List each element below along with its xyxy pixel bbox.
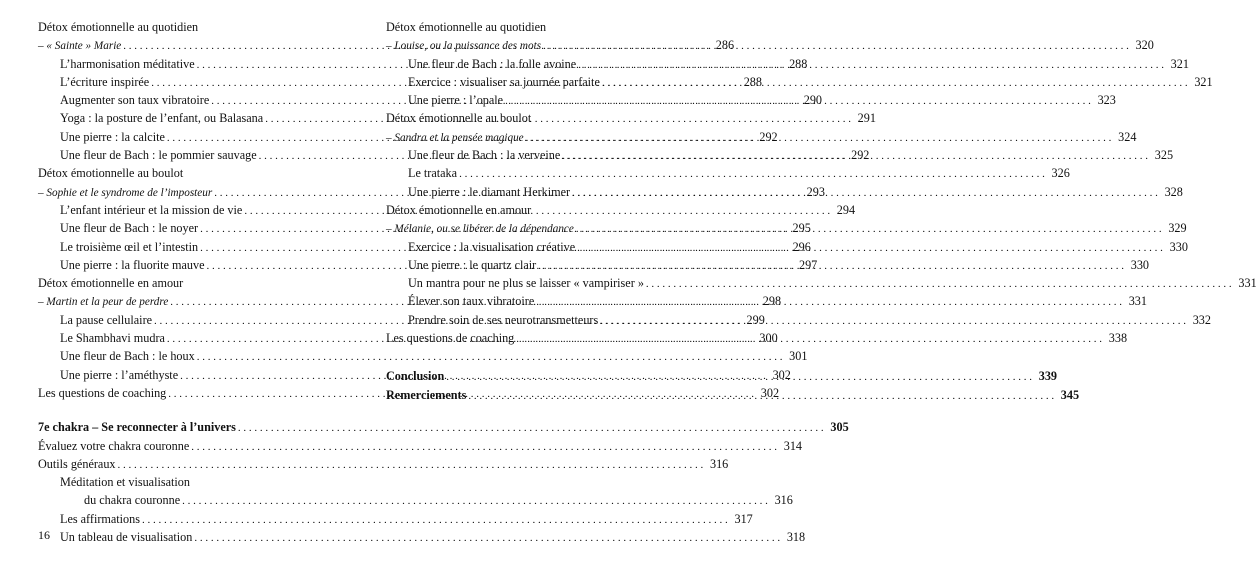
toc-entry-title: Détox émotionnelle au boulot xyxy=(386,111,532,126)
toc-entry-page: 330 xyxy=(1130,257,1149,272)
toc-entry-title: Méditation et visualisation xyxy=(60,475,190,490)
leader-dots xyxy=(182,492,768,510)
toc-entry-title: Conclusion xyxy=(386,369,445,384)
leader-dots xyxy=(576,220,1162,238)
leader-dots xyxy=(602,74,1188,92)
leader-dots xyxy=(191,438,777,456)
toc-entry-title: Détox émotionnelle en amour xyxy=(38,276,184,291)
toc-entry-page: 290 xyxy=(803,93,823,108)
toc-entry-title: Le Shambhavi mudra xyxy=(60,331,165,346)
toc-entry-page: 299 xyxy=(746,312,765,327)
toc-entry-title: La pause cellulaire xyxy=(60,312,153,327)
toc-entry-title: – Sandra et la pensée magique xyxy=(386,131,524,144)
toc-entry-title: Les questions de coaching xyxy=(386,331,515,346)
toc-section-heading xyxy=(38,274,312,292)
toc-entry-title: – Mélanie, ou se libérer de la dépendance xyxy=(386,223,574,236)
toc-entry-page: 321 xyxy=(1170,56,1189,71)
toc-entry-page: 345 xyxy=(1060,387,1080,402)
toc-entry-title: 7e chakra – Se reconnecter à l’univers xyxy=(38,420,236,435)
spacer xyxy=(386,347,633,367)
toc-entry-title: L’harmonisation méditative xyxy=(60,56,195,71)
toc-entry-page: 296 xyxy=(792,239,811,254)
toc-entry-title: du chakra couronne xyxy=(84,493,181,508)
toc-entry-title: Détox émotionnelle au boulot xyxy=(38,166,184,181)
toc-entry-title: Une pierre : le diamant Herkimer xyxy=(408,184,571,199)
toc-entry-page: 331 xyxy=(1128,294,1147,309)
toc-entry-page: 297 xyxy=(798,257,818,272)
leader-dots xyxy=(459,165,1045,183)
toc-entry-page: 321 xyxy=(1194,74,1213,89)
toc-entry-title: Remerciements xyxy=(386,387,467,402)
toc-entry-page: 286 xyxy=(715,38,735,53)
toc-entry-title: Exercice : la visualisation créative xyxy=(408,239,576,254)
toc-entry-title: Détox émotionnelle en amour xyxy=(386,202,532,217)
toc-section-heading xyxy=(386,109,633,127)
toc-entry-title: Augmenter son taux vibratoire xyxy=(60,93,210,108)
leader-dots xyxy=(577,239,1163,257)
toc-entry xyxy=(38,473,312,491)
toc-entry-title: – Sophie et le syndrome de l’imposteur xyxy=(38,186,213,199)
leader-dots xyxy=(538,257,1124,275)
toc-entry-page: 294 xyxy=(836,202,856,217)
leader-dots xyxy=(646,275,1232,293)
toc-entry-page: 300 xyxy=(759,331,778,346)
toc-entry-page: 316 xyxy=(774,493,793,508)
toc-entry-title: Élever son taux vibratoire xyxy=(408,294,535,309)
toc-entry-title: Une fleur de Bach : le noyer xyxy=(60,221,199,236)
leader-dots xyxy=(516,330,1102,348)
leader-dots xyxy=(118,456,704,474)
toc-entry-title: Une fleur de Bach : le houx xyxy=(60,349,195,364)
toc-entry-title: Une fleur de Bach : la folle avoine xyxy=(408,56,577,71)
toc-entry-page: 305 xyxy=(830,420,849,435)
toc-entry-page: 292 xyxy=(851,148,870,163)
toc-entry-title: L’écriture inspirée xyxy=(60,74,150,89)
leader-dots xyxy=(446,368,1032,386)
toc-entry xyxy=(38,510,753,528)
toc-entry xyxy=(38,455,729,473)
toc-entry-page: 323 xyxy=(1097,93,1116,108)
toc-entry-title: Un tableau de visualisation xyxy=(60,530,193,545)
toc-entry-page: 298 xyxy=(762,294,782,309)
toc-entry xyxy=(386,274,1257,292)
toc-entry-page: 326 xyxy=(1051,166,1070,181)
toc-entry xyxy=(386,164,1070,182)
leader-dots xyxy=(468,387,1054,405)
spacer xyxy=(38,402,312,418)
leader-dots xyxy=(505,92,1091,110)
toc-entry-title: Les affirmations xyxy=(60,511,140,526)
toc-entry-title: – « Sainte » Marie xyxy=(38,40,122,53)
page-number: 16 xyxy=(38,528,50,542)
toc-entry-page: 320 xyxy=(1135,38,1154,53)
toc-entry-page: 316 xyxy=(709,456,729,471)
toc-entry-title: Une pierre : la calcite xyxy=(60,129,165,144)
toc-entry-page: 328 xyxy=(1164,184,1183,199)
toc-entry-title: Prendre soin de ses neurotransmetteurs xyxy=(408,312,599,327)
toc-entry xyxy=(38,491,793,509)
toc-section-heading xyxy=(38,164,312,182)
toc-entry-page: 330 xyxy=(1169,239,1188,254)
leader-dots xyxy=(578,56,1164,74)
toc-entry-title: Une pierre : l’opale xyxy=(408,93,504,108)
toc-entry-page: 318 xyxy=(786,530,806,545)
toc-section-heading xyxy=(386,201,633,219)
toc-entry-title: Le trataka xyxy=(408,166,458,181)
leader-dots xyxy=(562,147,1148,165)
toc-entry-page: 302 xyxy=(772,367,791,382)
toc-entry-page: 338 xyxy=(1108,331,1128,346)
toc-entry-title: Outils généraux xyxy=(38,456,116,471)
toc-entry-title: Les questions de coaching xyxy=(38,385,167,400)
toc-entry-page: 325 xyxy=(1154,148,1174,163)
toc-entry-title: – Louise, ou la puissance des mots xyxy=(386,40,542,53)
toc-entry-page: 339 xyxy=(1038,369,1057,384)
toc-entry-page: 331 xyxy=(1238,276,1257,291)
toc-entry-page: 332 xyxy=(1192,312,1211,327)
toc-entry-page: 302 xyxy=(760,385,780,400)
toc-entry-page: 288 xyxy=(743,74,762,89)
toc-entry-title: Exercice : visualiser sa journée parfaite xyxy=(408,74,600,89)
toc-entry-title: L’enfant intérieur et la mission de vie xyxy=(60,202,243,217)
toc-entry-title: Une pierre : le quartz clair xyxy=(408,257,537,272)
toc-section-heading xyxy=(386,18,633,36)
toc-entry-page: 292 xyxy=(759,129,778,144)
toc-entry-page: 291 xyxy=(857,111,876,126)
toc-entry-page: 314 xyxy=(783,438,802,453)
leader-dots xyxy=(543,37,1129,55)
toc-entry-page: 324 xyxy=(1118,129,1137,144)
leader-dots xyxy=(238,419,824,437)
toc-entry-page: 329 xyxy=(1168,221,1187,236)
toc-entry-page: 288 xyxy=(789,56,808,71)
leader-dots xyxy=(536,293,1122,311)
toc-entry xyxy=(38,437,802,455)
leader-dots xyxy=(600,312,1186,330)
leader-dots xyxy=(526,129,1112,147)
toc-entry-title: – Martin et la peur de perdre xyxy=(38,296,169,309)
toc-entry-page: 301 xyxy=(789,349,808,364)
toc-entry xyxy=(38,418,849,436)
toc-entry xyxy=(38,528,806,546)
toc-entry-title: Détox émotionnelle au quotidien xyxy=(38,20,199,34)
leader-dots xyxy=(194,529,780,547)
toc-entry-title: Détox émotionnelle au quotidien xyxy=(386,20,547,34)
leader-dots xyxy=(572,184,1158,202)
leader-dots xyxy=(142,511,728,529)
toc-entry-title: Évaluez votre chakra couronne xyxy=(38,438,190,453)
toc-entry-title: Yoga : la posture de l’enfant, ou Balasana xyxy=(60,111,264,126)
toc-entry-page: 293 xyxy=(806,184,825,199)
toc-entry-title: Un mantra pour ne plus se laisser « vampiriser » xyxy=(408,276,644,291)
toc-section-heading xyxy=(38,18,312,36)
toc-entry-page: 317 xyxy=(734,511,753,526)
toc-entry-title: Une fleur de Bach : le pommier sauvage xyxy=(60,148,257,163)
toc-entry-page: 295 xyxy=(792,221,811,236)
toc-entry xyxy=(38,347,808,365)
toc-entry-title: Une pierre : l’améthyste xyxy=(60,367,179,382)
toc-entry-title: Le troisième œil et l’intestin xyxy=(60,239,199,254)
toc-entry-title: Une pierre : la fluorite mauve xyxy=(60,257,205,272)
toc-entry-title: Une fleur de Bach : la verveine xyxy=(408,148,561,163)
